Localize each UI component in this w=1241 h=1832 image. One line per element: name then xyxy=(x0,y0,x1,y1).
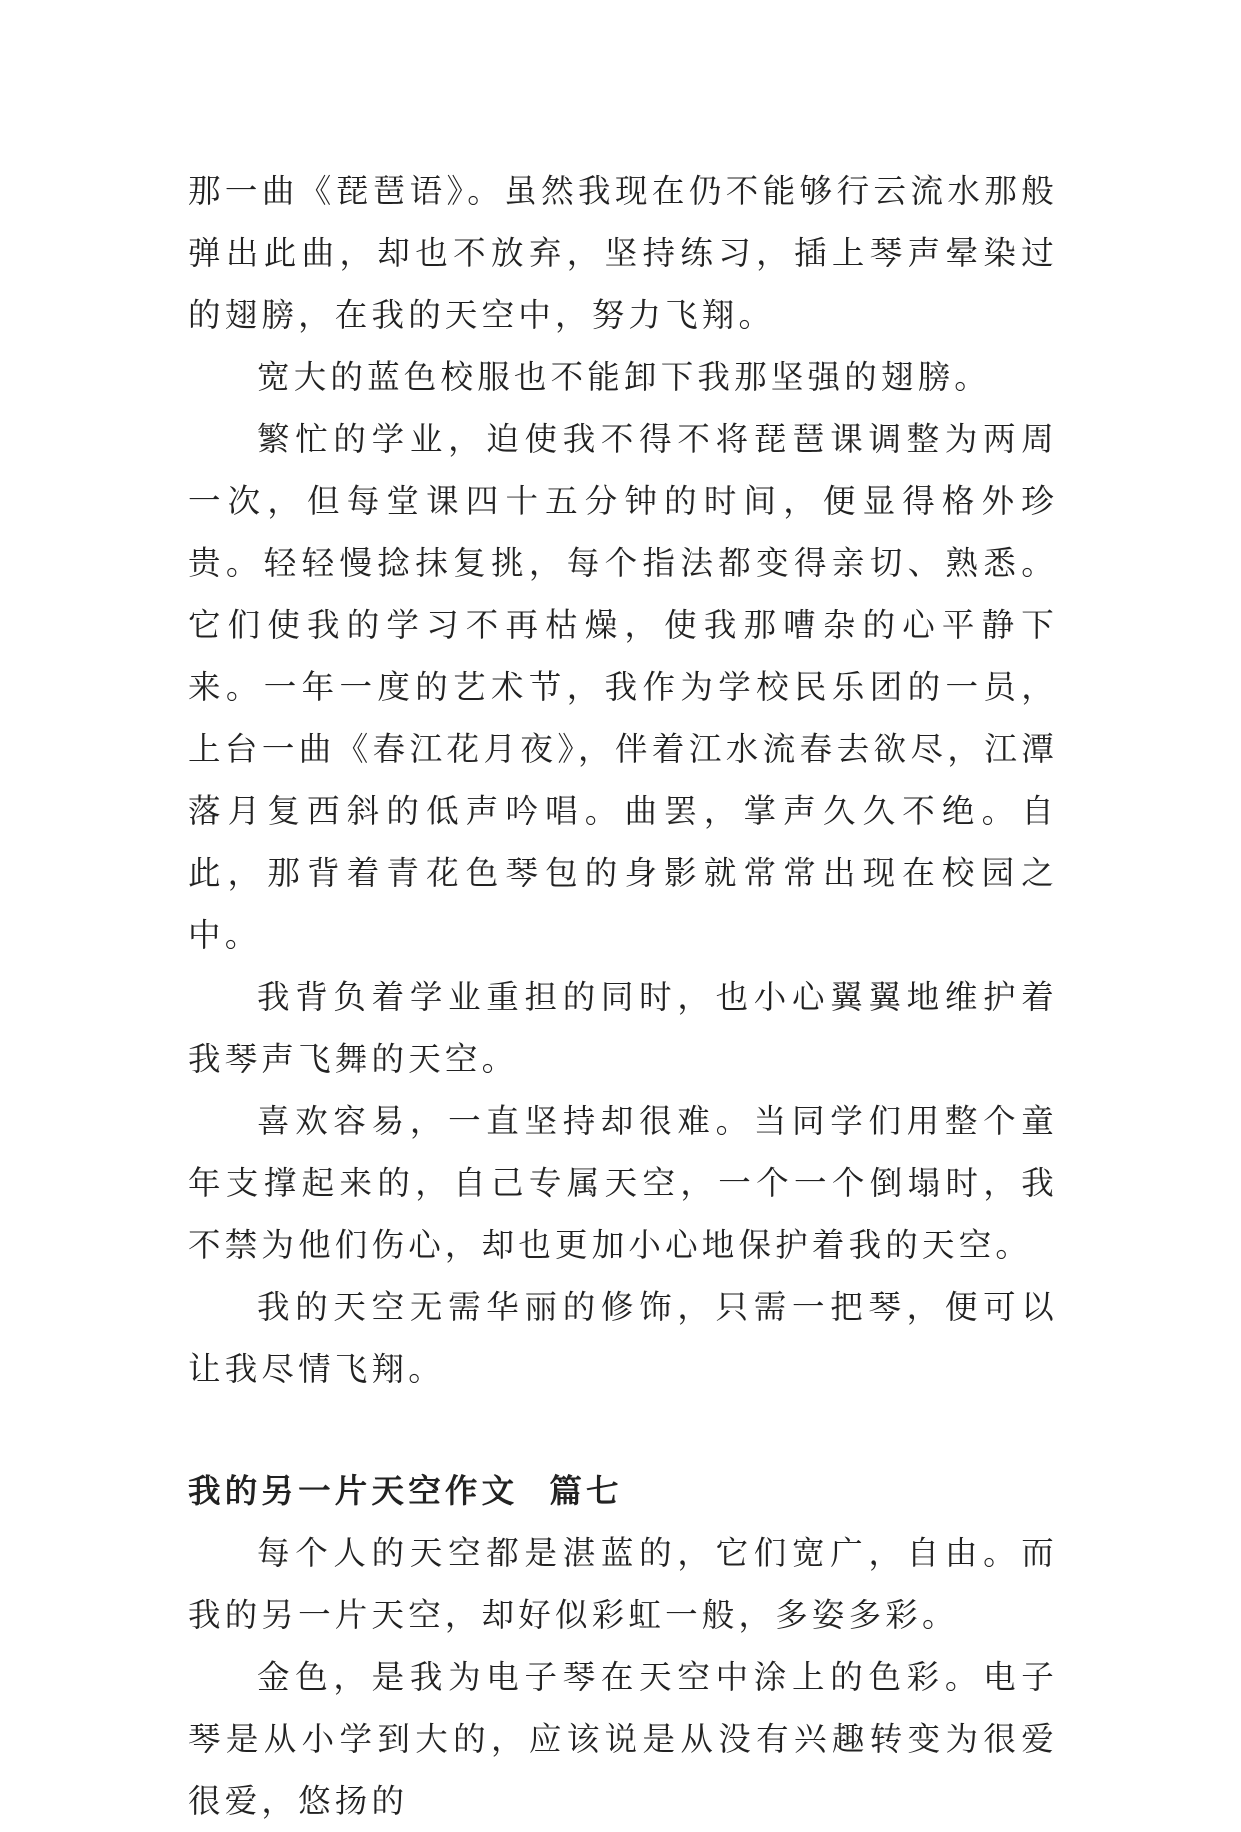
paragraph: 我背负着学业重担的同时，也小心翼翼地维护着我琴声飞舞的天空。 xyxy=(188,978,1058,1078)
paragraph: 金色，是我为电子琴在天空中涂上的色彩。电子琴是从小学到大的，应该说是从没有兴趣转变为很爱很爱，悠扬的 xyxy=(188,1658,1058,1820)
paragraph: 喜欢容易，一直坚持却很难。当同学们用整个童年支撑起来的，自己专属天空，一个一个倒塌时，我不禁为他们伤心，却也更加小心地保护着我的天空。 xyxy=(188,1102,1058,1264)
paragraph: 繁忙的学业，迫使我不得不将琵琶课调整为两周一次，但每堂课四十五分钟的时间，便显得格外珍贵。轻轻慢捻抹复挑，每个指法都变得亲切、熟悉。它们使我的学习不再枯燥，使我那嘈杂的心平静下来。一年一度的艺术节，我作为学校民乐团的一员，上台一曲《春江花月夜》，伴着江水流春去欲尽，江潭落月复西斜的低声吟唱。曲罢，掌声久久不绝。自此，那背着青花色琴包的身影就常常出现在校园之中。 xyxy=(188,420,1058,954)
paragraph: 那一曲《琵琶语》。虽然我现在仍不能够行云流水那般弹出此曲，却也不放弃，坚持练习，插上琴声晕染过的翅膀，在我的天空中，努力飞翔。 xyxy=(188,172,1058,334)
document-page xyxy=(188,160,1058,1832)
paragraph: 宽大的蓝色校服也不能卸下我那坚强的翅膀。 xyxy=(257,358,992,396)
paragraph: 每个人的天空都是湛蓝的，它们宽广，自由。而我的另一片天空，却好似彩虹一般，多姿多彩。 xyxy=(188,1534,1058,1634)
paragraph: 我的天空无需华丽的修饰，只需一把琴，便可以让我尽情飞翔。 xyxy=(188,1288,1058,1388)
section-heading: 我的另一片天空作文 篇七 xyxy=(188,1471,623,1510)
